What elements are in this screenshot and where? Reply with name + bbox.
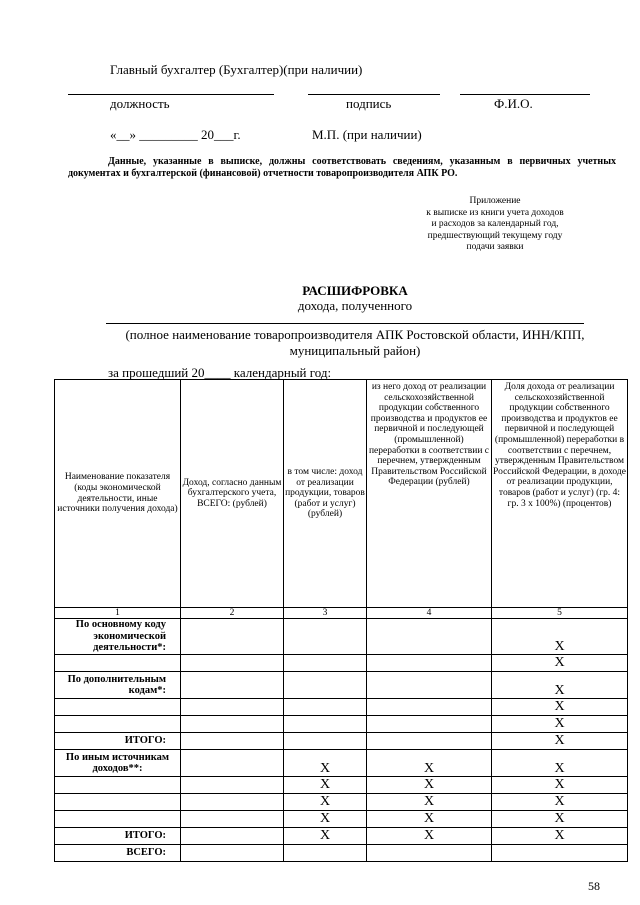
table-row (55, 845, 628, 862)
cell (55, 699, 181, 716)
header-total-income: Доход, согласно данным бухгалтерского учета, ВСЕГО: (рублей) (181, 380, 284, 608)
cell (367, 699, 492, 716)
position-label: должность (110, 96, 170, 111)
cell (284, 655, 367, 672)
cell (367, 845, 492, 862)
table-row (55, 750, 628, 777)
cell (367, 672, 492, 699)
cell (367, 655, 492, 672)
cell (284, 716, 367, 733)
col-number: 2 (181, 608, 284, 619)
income-decode-table (54, 379, 628, 862)
cell (181, 655, 284, 672)
x-mark: Х (284, 777, 367, 794)
table-row (55, 655, 628, 672)
appendix-line: к выписке из книги учета доходов (426, 207, 564, 218)
period-label: за прошедший 20____ календарный год: (108, 365, 332, 380)
chief-accountant-label: Главный бухгалтер (Бухгалтер)(при наличии) (110, 62, 363, 77)
cell (284, 733, 367, 750)
cell (55, 794, 181, 811)
cell (181, 733, 284, 750)
col-number: 5 (492, 608, 628, 619)
cell (55, 777, 181, 794)
x-mark: Х (492, 794, 628, 811)
row-other-sources: По иным источникам доходов**: (55, 750, 181, 777)
cell (367, 733, 492, 750)
col-number: 1 (55, 608, 181, 619)
cell (181, 811, 284, 828)
cell (181, 699, 284, 716)
producer-hint-line1: (полное наименование товаропроизводителя АПК Ростовской области, ИНН/КПП, (125, 327, 585, 342)
x-mark: Х (367, 828, 492, 845)
signature-label: подпись (346, 96, 392, 111)
appendix-line: и расходов за календарный год, (431, 219, 559, 229)
table-row (55, 811, 628, 828)
table-row (55, 699, 628, 716)
cell (181, 672, 284, 699)
cell (55, 716, 181, 733)
table-header-row (55, 380, 628, 608)
cell (181, 794, 284, 811)
table-row (55, 619, 628, 655)
row-other-subtotal: ИТОГО: (55, 828, 181, 845)
name-line (460, 94, 590, 95)
cell (367, 619, 492, 655)
cell (55, 655, 181, 672)
x-mark: Х (492, 750, 628, 777)
row-main-activity: По основному коду экономической деятельности*: (55, 619, 181, 655)
table-row (55, 672, 628, 699)
table-row (55, 828, 628, 845)
x-mark: Х (367, 750, 492, 777)
x-mark: Х (492, 716, 628, 733)
cell (181, 716, 284, 733)
appendix-block (400, 196, 590, 254)
col-number: 4 (367, 608, 492, 619)
table-row (55, 716, 628, 733)
table-row (55, 777, 628, 794)
header-indicator: Наименование показателя (коды экономической деятельности, иные источники получения дохода) (55, 380, 181, 608)
cell (181, 845, 284, 862)
cell (284, 672, 367, 699)
x-mark: Х (367, 794, 492, 811)
cell (284, 845, 367, 862)
header-agri-income: из него доход от реализации сельскохозяйственной продукции собственного производства и продуктов ее первичной и последующей (промышленной) переработки в соответствии с перечнем, утвержденным Правительством Российской Федерации (рублей) (367, 380, 492, 608)
position-line (68, 94, 274, 95)
stamp-label: М.П. (при наличии) (312, 127, 422, 142)
x-mark: Х (492, 655, 628, 672)
date-line: «__» _________ 20___г. (110, 127, 241, 142)
x-mark: Х (284, 811, 367, 828)
row-subtotal: ИТОГО: (55, 733, 181, 750)
x-mark: Х (367, 777, 492, 794)
x-mark: Х (284, 750, 367, 777)
cell (181, 828, 284, 845)
cell (181, 750, 284, 777)
page-number: 58 (588, 879, 600, 893)
header-sales-income: в том числе: доход от реализации продукции, товаров (работ и услуг) (рублей) (284, 380, 367, 608)
x-mark: Х (492, 828, 628, 845)
cell (492, 845, 628, 862)
x-mark: Х (492, 777, 628, 794)
appendix-line: подачи заявки (466, 242, 524, 252)
x-mark: Х (367, 811, 492, 828)
appendix-line: предшествующий текущему году (427, 230, 563, 241)
document-subtitle: дохода, полученного (297, 298, 413, 313)
cell (367, 716, 492, 733)
x-mark: Х (284, 828, 367, 845)
cell (284, 699, 367, 716)
col-number: 3 (284, 608, 367, 619)
x-mark: Х (492, 733, 628, 750)
cell (181, 777, 284, 794)
x-mark: Х (284, 794, 367, 811)
cell (55, 811, 181, 828)
x-mark: Х (492, 619, 628, 655)
cell (284, 619, 367, 655)
data-compliance-note: Данные, указанные в выписке, должны соответствовать сведениям, указанным в первичных учетных документах и бухгалтерской (финансовой) отчетности товаропроизводителя АПК РО. (68, 156, 616, 179)
row-grand-total: ВСЕГО: (55, 845, 181, 862)
appendix-line: Приложение (469, 196, 521, 206)
signature-line (308, 94, 440, 95)
table-row (55, 794, 628, 811)
table-row (55, 733, 628, 750)
header-agri-share: Доля дохода от реализации сельскохозяйственной продукции собственного производства и продуктов ее первичной и последующей (промышленной) переработки в соответствии с перечнем, утвержденным Правительством Российской Федерации, в доходе от реализации продукции, товаров (работ и услуг) (гр. 4: гр. 3 x 100%) (процентов) (492, 380, 628, 608)
producer-name-line (106, 323, 584, 324)
document-title: РАСШИФРОВКА (302, 283, 408, 298)
x-mark: Х (492, 672, 628, 699)
x-mark: Х (492, 811, 628, 828)
producer-hint-line2: муниципальный район) (289, 343, 421, 358)
cell (181, 619, 284, 655)
row-extra-codes: По дополнительным кодам*: (55, 672, 181, 699)
x-mark: Х (492, 699, 628, 716)
column-numbers-row (55, 608, 628, 619)
name-label: Ф.И.О. (494, 96, 533, 111)
